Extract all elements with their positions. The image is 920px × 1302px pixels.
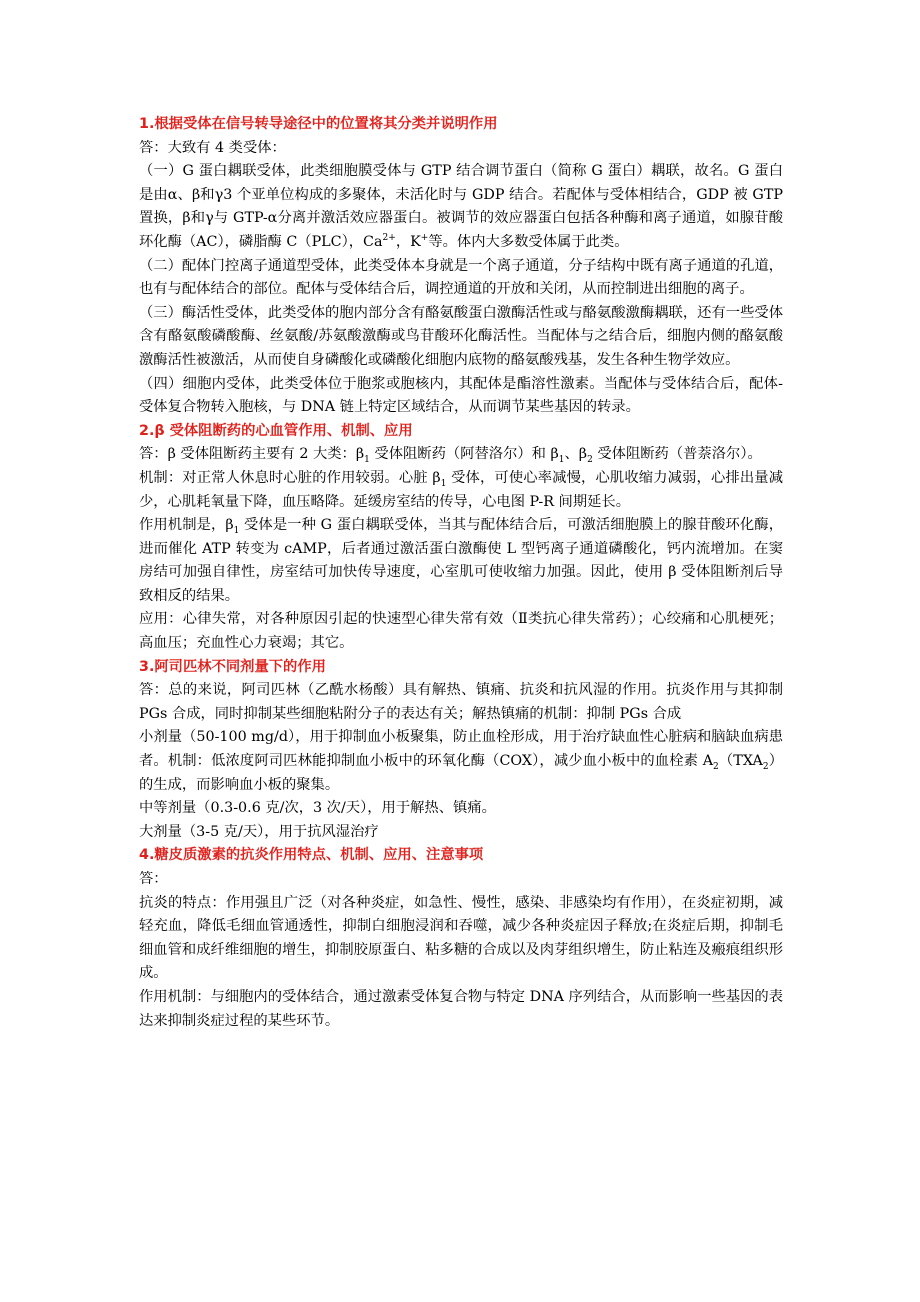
text-run: 中等剂量（0.3-0.6 克/次，3 次/天），用于解热、镇痛。 bbox=[139, 800, 496, 817]
text-run: 答：总的来说，阿司匹林（乙酰水杨酸）具有解热、镇痛、抗炎和抗风湿的作用。抗炎作用与其抑制 PGs 合成，同时抑制某些细胞粘附分子的表达有关；解热镇痛的机制：抑制 PGs 合成 bbox=[139, 682, 783, 722]
paragraph bbox=[139, 137, 783, 161]
text-run: （TXA bbox=[718, 753, 763, 770]
paragraph bbox=[139, 726, 783, 797]
section-heading: 3.阿司匹林不同剂量下的作用 bbox=[139, 658, 326, 675]
paragraph bbox=[139, 986, 783, 1033]
paragraph bbox=[139, 797, 783, 821]
paragraph bbox=[139, 255, 783, 302]
paragraph bbox=[139, 608, 783, 655]
text-run: 作用机制：与细胞内的受体结合，通过激素受体复合物与特定 DNA 序列结合，从而影响一些基因的表达来抑制炎症过程的某些环节。 bbox=[139, 988, 783, 1029]
subscript: 1 bbox=[364, 455, 370, 466]
superscript: + bbox=[420, 233, 429, 244]
text-run: 受体，可使心率减慢，心肌收缩力减弱，心排出量减少，心肌耗氧量下降，血压略降。延缓房室结的传导，心电图 P-R 间期延长。 bbox=[139, 469, 784, 510]
paragraph bbox=[139, 679, 783, 726]
text-run: 受体是一种 G 蛋白耦联受体，当其与配体结合后，可激活细胞膜上的腺苷酸环化酶，进而催化 ATP 转变为 cAMP，后者通过激活蛋白激酶使 L 型钙离子通道磷酸化，钙内流增加。在窦房结可加强自律性，房室结可加快传导速度，心室肌可使收缩力加强。因此，使用 β 受体阻断剂后导致相反的结果。 bbox=[139, 517, 783, 604]
text-run: 抗炎的特点：作用强且广泛（对各种炎症，如急性、慢性，感染、非感染均有作用），在炎症初期，减轻充血，降低毛细血管通透性，抑制白细胞浸润和吞噬，减少各种炎症因子释放;在炎症后期，抑制毛细血管和成纤维细胞的增生，抑制胶原蛋白、粘多糖的合成以及肉芽组织增生，防止粘连及瘢痕组织形成。 bbox=[139, 894, 783, 982]
paragraph bbox=[139, 373, 783, 420]
paragraph bbox=[139, 821, 783, 845]
document-page bbox=[139, 113, 783, 1033]
paragraph bbox=[139, 443, 783, 467]
section-heading: 4.糖皮质激素的抗炎作用特点、机制、应用、注意事项 bbox=[139, 847, 484, 864]
text-run: 等。体内大多数受体属于此类。 bbox=[428, 233, 629, 250]
paragraph bbox=[139, 892, 783, 986]
text-run: 机制：对正常人休息时心脏的作用较弱。心脏 β bbox=[139, 469, 441, 486]
text-run: 、β bbox=[564, 446, 588, 463]
section-heading: 1.根据受体在信号转导途径中的位置将其分类并说明作用 bbox=[139, 116, 498, 132]
subscript: 1 bbox=[440, 478, 447, 489]
subscript: 2 bbox=[762, 761, 769, 772]
text-run: ，K bbox=[395, 233, 421, 250]
paragraph bbox=[139, 302, 783, 373]
text-run: （四）细胞内受体，此类受体位于胞浆或胞核内，其配体是酯溶性激素。当配体与受体结合后，配体-受体复合物转入胞核，与 DNA 链上特定区域结合，从而调节某些基因的转录。 bbox=[139, 375, 783, 416]
subscript: 1 bbox=[558, 455, 565, 466]
paragraph bbox=[139, 514, 783, 608]
text-run: 答： bbox=[139, 871, 168, 887]
text-run: 答：β 受体阻断药主要有 2 大类：β bbox=[139, 446, 365, 463]
text-run: 答：大致有 4 类受体： bbox=[139, 139, 286, 156]
superscript: 2+ bbox=[382, 233, 396, 244]
text-run: 受体阻断药（阿替洛尔）和 β bbox=[369, 446, 559, 463]
text-run: 大剂量（3-5 克/天），用于抗风湿治疗 bbox=[139, 823, 379, 840]
text-run: 作用机制是，β bbox=[139, 517, 234, 534]
subscript: 2 bbox=[587, 455, 593, 466]
text-run: （二）配体门控离子通道型受体，此类受体本身就是一个离子通道，分子结构中既有离子通道的孔道，也有与配体结合的部位。配体与受体结合后，调控通道的开放和关闭，从而控制进出细胞的离子。 bbox=[139, 257, 783, 298]
text-run: （一）G 蛋白耦联受体，此类细胞膜受体与 GTP 结合调节蛋白（简称 G 蛋白）耦联，故名。G 蛋白是由α、β和γ3 个亚单位构成的多聚体，未活化时与 GDP 结合。若配体与受体相结合，GDP 被 GTP 置换，β和γ与 GTP-α分离并激活效应器蛋白。被调节的效应器蛋白包括各种酶和离子通道，如腺苷酸环化酶（AC），磷脂酶 C（PLC），Ca bbox=[139, 163, 783, 250]
section-heading: 2.β 受体阻断药的心血管作用、机制、应用 bbox=[139, 422, 413, 439]
text-run: ）的生成，而影响血小板的聚集。 bbox=[139, 753, 783, 793]
text-run: 小剂量（50-100 mg/d），用于抑制血小板聚集，防止血栓形成，用于治疗缺血性心脏病和脑缺血病患者。机制：低浓度阿司匹林能抑制血小板中的环氧化酶（COX），减少血小板中的血栓素 A bbox=[139, 729, 783, 770]
paragraph bbox=[139, 160, 783, 254]
subscript: 1 bbox=[233, 525, 240, 536]
text-run: 应用：心律失常，对各种原因引起的快速型心律失常有效（Ⅱ类抗心律失常药）；心绞痛和心肌梗死；高血压；充血性心力衰竭；其它。 bbox=[139, 611, 783, 652]
paragraph bbox=[139, 868, 783, 892]
subscript: 2 bbox=[713, 761, 719, 772]
paragraph bbox=[139, 467, 783, 514]
text-run: 受体阻断药（普萘洛尔）。 bbox=[592, 446, 762, 463]
text-run: （三）酶活性受体，此类受体的胞内部分含有酪氨酸蛋白激酶活性或与酪氨酸激酶耦联，还有一些受体含有酪氨酸磷酸酶、丝氨酸/苏氨酸激酶或鸟苷酸环化酶活性。当配体与之结合后，细胞内侧的酪氨酸激酶活性被激活，从而使自身磷酸化或磷酸化细胞内底物的酪氨酸残基，发生各种生物学效应。 bbox=[139, 304, 783, 368]
